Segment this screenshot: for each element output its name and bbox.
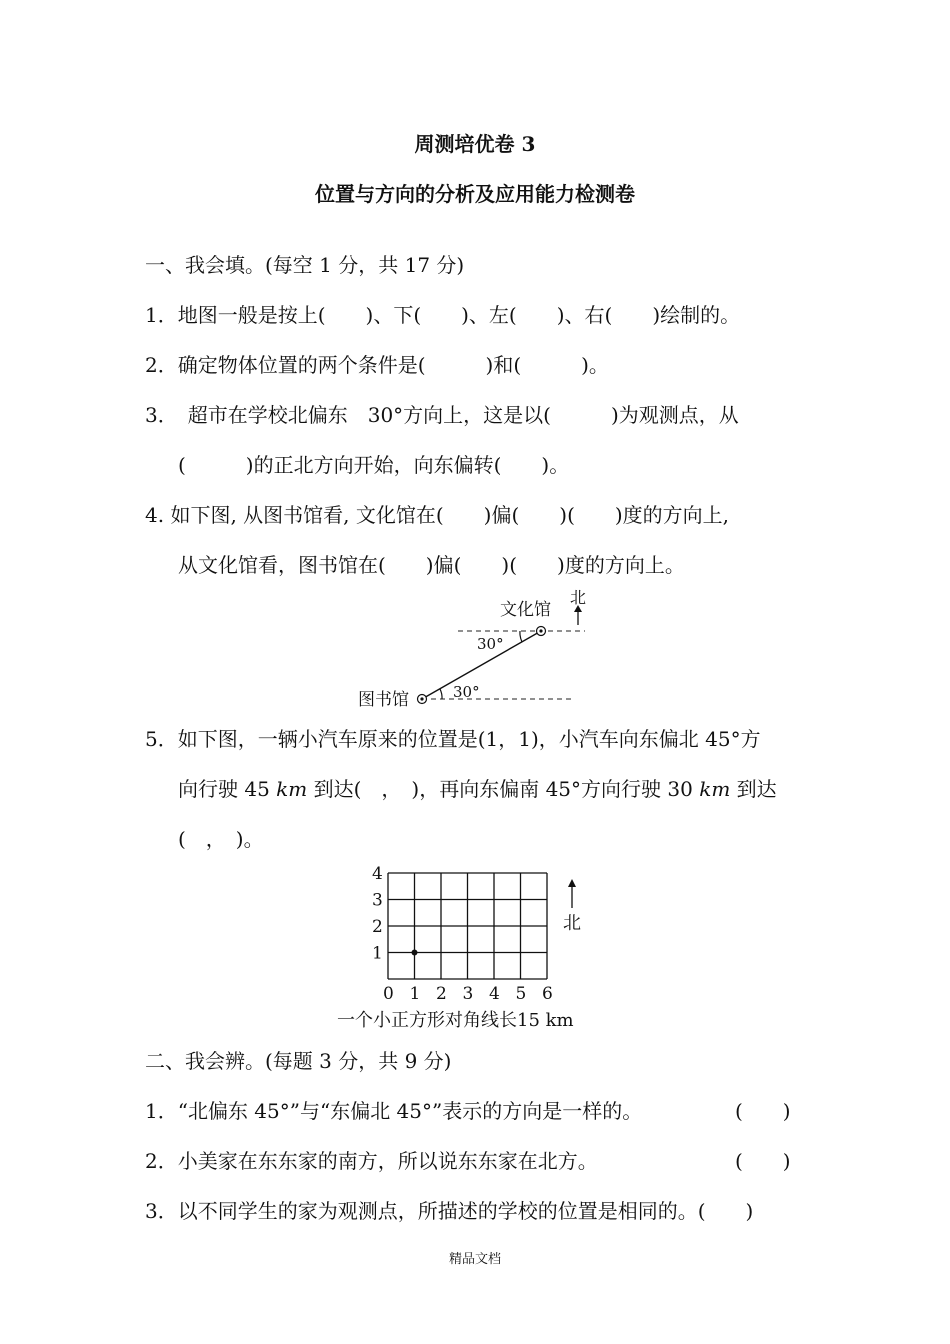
q5-text-a: 向行驶 45 [178,777,277,801]
angle-arc-top [520,631,522,642]
question-5-line1: 5．如下图，一辆小汽车原来的位置是(1，1)，小汽车向东偏北 45°方 [145,727,761,751]
section1-heading: 一、我会填。(每空 1 分，共 17 分) [145,253,465,277]
q5-text-b: 到达( ， )，再向东偏南 45°方向行驶 30 [307,777,700,801]
question-5-line3: ( ， )。 [178,827,264,851]
section2-heading: 二、我会辨。(每题 3 分，共 9 分) [145,1049,452,1073]
x-tick-label: 6 [542,984,553,1002]
question-1: 1．地图一般是按上( )、下( )、左( )、右( )绘制的。 [145,303,741,327]
judge-question-2-blank: ( ) [735,1149,791,1173]
judge-question-1: 1．“北偏东 45°”与“东偏北 45°”表示的方向是一样的。 [145,1099,643,1123]
y-tick-label: 4 [372,864,383,884]
q5-unit-1: km [276,777,308,801]
grid-lines [388,873,547,979]
y-tick-label: 3 [372,890,383,911]
question-2: 2．确定物体位置的两个条件是( )和( )。 [145,353,609,377]
question-4-line2: 从文化馆看，图书馆在( )偏( )( )度的方向上。 [178,553,685,577]
x-tick-label: 4 [489,984,500,1002]
page-subtitle: 位置与方向的分析及应用能力检测卷 [315,182,635,206]
question-3-line1: 3． 超市在学校北偏东 30°方向上，这是以( )为观测点，从 [145,403,739,427]
direction-diagram [350,585,610,715]
footer-watermark: 精品文档 [448,1252,501,1267]
x-tick-label: 3 [462,984,474,1002]
question-5-line2 [178,776,777,802]
page-title: 周测培优卷 3 [414,132,536,156]
x-tick-label: 5 [515,984,527,1002]
grid-caption: 一个小正方形对角线长15 km [337,1010,574,1031]
north-label: 北 [563,913,581,934]
judge-question-3: 3．以不同学生的家为观测点，所描述的学校的位置是相同的。( ) [145,1199,754,1223]
angle-label-top: 30° [477,635,504,653]
y-tick-label: 1 [372,943,383,964]
angle-arc-bottom [440,689,442,699]
q5-unit-2: km [699,777,731,801]
library-label: 图书馆 [358,690,409,710]
judge-question-2: 2．小美家在东东家的南方，所以说东东家在北方。 [145,1149,598,1173]
x-tick-label: 0 [383,984,394,1002]
angle-label-bottom: 30° [453,683,480,701]
judge-question-1-blank: ( ) [735,1099,791,1123]
y-tick-label: 2 [372,917,383,937]
grid-diagram [360,862,600,1002]
x-tick-label: 1 [409,984,421,1002]
cultural-center-label: 文化馆 [500,600,551,620]
question-3-line2: ( )的正北方向开始，向东偏转( )。 [178,453,570,477]
x-tick-label: 2 [436,984,447,1002]
north-label: 北 [570,588,587,607]
question-4-line1: 4. 如下图, 从图书馆看, 文化馆在( )偏( )( )度的方向上, [145,503,730,527]
q5-text-c: 到达 [730,777,777,801]
car-start-point [412,950,418,956]
